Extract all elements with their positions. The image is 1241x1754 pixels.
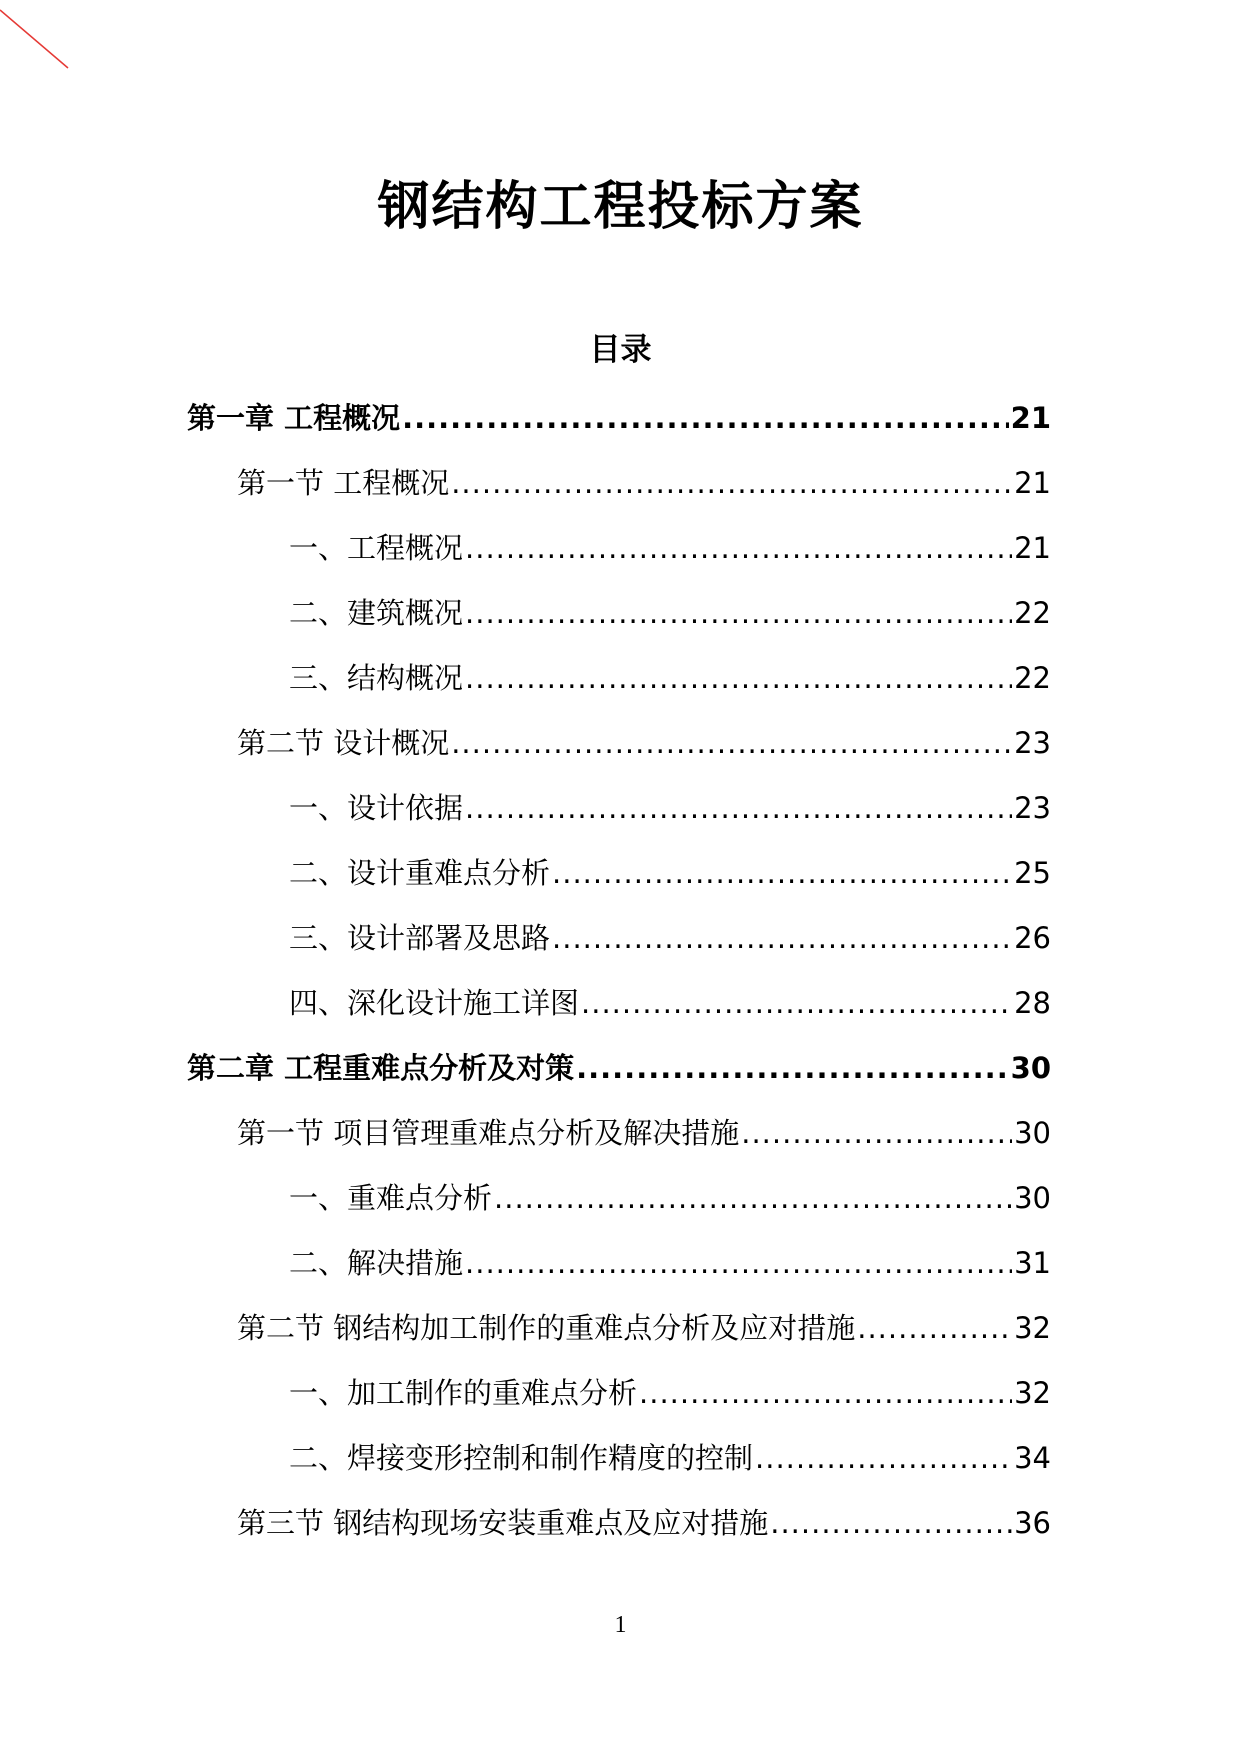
toc-dot-leader xyxy=(639,1371,1012,1415)
toc-entry-page: 36 xyxy=(1014,1506,1051,1540)
toc-entry-subsection[interactable] xyxy=(187,786,1051,851)
toc-entry-page: 23 xyxy=(1014,726,1051,760)
toc-entry-title: 二、焊接变形控制和制作精度的控制 xyxy=(289,1441,754,1475)
toc-entry-chapter[interactable] xyxy=(187,396,1051,461)
toc-entry-subsection[interactable] xyxy=(187,1436,1051,1501)
toc-dot-leader xyxy=(494,1176,1012,1220)
toc-entry-title: 三、设计部署及思路 xyxy=(289,921,551,955)
toc-entry-title: 一、设计依据 xyxy=(289,791,464,825)
toc-entry-section[interactable] xyxy=(187,1306,1051,1371)
toc-entry-page: 28 xyxy=(1014,986,1051,1020)
toc-entry-page: 32 xyxy=(1014,1311,1051,1345)
toc-dot-leader xyxy=(465,591,1012,635)
toc-entry-section[interactable] xyxy=(187,1501,1051,1566)
toc-dot-leader xyxy=(581,981,1012,1025)
toc-dot-leader xyxy=(451,721,1012,765)
toc-entry-page: 23 xyxy=(1014,791,1051,825)
toc-entry-title: 三、结构概况 xyxy=(289,661,464,695)
toc-entry-title: 二、建筑概况 xyxy=(289,596,464,630)
toc-entry-subsection[interactable] xyxy=(187,981,1051,1046)
toc-entry-page: 22 xyxy=(1014,661,1051,695)
toc-entry-chapter[interactable] xyxy=(187,1046,1051,1111)
toc-entry-page: 30 xyxy=(1014,1116,1051,1150)
toc-entry-page: 34 xyxy=(1014,1441,1051,1475)
toc-entry-page: 25 xyxy=(1014,856,1051,890)
table-of-contents xyxy=(187,396,1051,1566)
toc-heading: 目录 xyxy=(589,332,652,368)
toc-entry-subsection[interactable] xyxy=(187,1371,1051,1436)
toc-entry-title: 一、加工制作的重难点分析 xyxy=(289,1376,638,1410)
toc-entry-title: 第三节 钢结构现场安装重难点及应对措施 xyxy=(237,1506,769,1540)
toc-entry-page: 32 xyxy=(1014,1376,1051,1410)
toc-dot-leader xyxy=(741,1111,1012,1155)
toc-dot-leader xyxy=(552,851,1012,895)
toc-entry-title: 四、深化设计施工详图 xyxy=(289,986,580,1020)
toc-entry-section[interactable] xyxy=(187,721,1051,786)
toc-entry-page: 21 xyxy=(1010,401,1051,435)
toc-entry-subsection[interactable] xyxy=(187,526,1051,591)
toc-dot-leader xyxy=(402,396,1009,440)
toc-dot-leader xyxy=(576,1046,1009,1090)
toc-entry-title: 一、重难点分析 xyxy=(289,1181,493,1215)
toc-entry-page: 22 xyxy=(1014,596,1051,630)
toc-dot-leader xyxy=(465,786,1012,830)
toc-dot-leader xyxy=(755,1436,1012,1480)
toc-entry-title: 第二节 设计概况 xyxy=(237,726,450,760)
toc-dot-leader xyxy=(451,461,1012,505)
toc-entry-page: 31 xyxy=(1014,1246,1051,1280)
toc-entry-page: 26 xyxy=(1014,921,1051,955)
toc-entry-page: 30 xyxy=(1014,1181,1051,1215)
toc-entry-page: 21 xyxy=(1014,466,1051,500)
toc-entry-page: 30 xyxy=(1010,1051,1051,1085)
toc-dot-leader xyxy=(552,916,1012,960)
toc-dot-leader xyxy=(465,1241,1012,1285)
toc-entry-subsection[interactable] xyxy=(187,851,1051,916)
toc-entry-page: 21 xyxy=(1014,531,1051,565)
toc-entry-title: 二、设计重难点分析 xyxy=(289,856,551,890)
toc-entry-section[interactable] xyxy=(187,1111,1051,1176)
toc-entry-title: 第二节 钢结构加工制作的重难点分析及应对措施 xyxy=(237,1311,856,1345)
toc-entry-title: 第一章 工程概况 xyxy=(187,401,401,435)
toc-dot-leader xyxy=(857,1306,1012,1350)
toc-dot-leader xyxy=(465,526,1012,570)
toc-entry-subsection[interactable] xyxy=(187,656,1051,721)
toc-entry-title: 第一节 工程概况 xyxy=(237,466,450,500)
toc-entry-subsection[interactable] xyxy=(187,916,1051,981)
toc-entry-subsection[interactable] xyxy=(187,1241,1051,1306)
toc-entry-subsection[interactable] xyxy=(187,591,1051,656)
toc-entry-section[interactable] xyxy=(187,461,1051,526)
page-number: 1 xyxy=(614,1612,627,1638)
toc-entry-title: 第二章 工程重难点分析及对策 xyxy=(187,1051,575,1085)
toc-entry-subsection[interactable] xyxy=(187,1176,1051,1241)
corner-crop-mark xyxy=(0,0,80,80)
toc-dot-leader xyxy=(770,1501,1012,1545)
toc-entry-title: 二、解决措施 xyxy=(289,1246,464,1280)
toc-dot-leader xyxy=(465,656,1012,700)
document-title: 钢结构工程投标方案 xyxy=(377,177,864,237)
toc-entry-title: 第一节 项目管理重难点分析及解决措施 xyxy=(237,1116,740,1150)
toc-entry-title: 一、工程概况 xyxy=(289,531,464,565)
